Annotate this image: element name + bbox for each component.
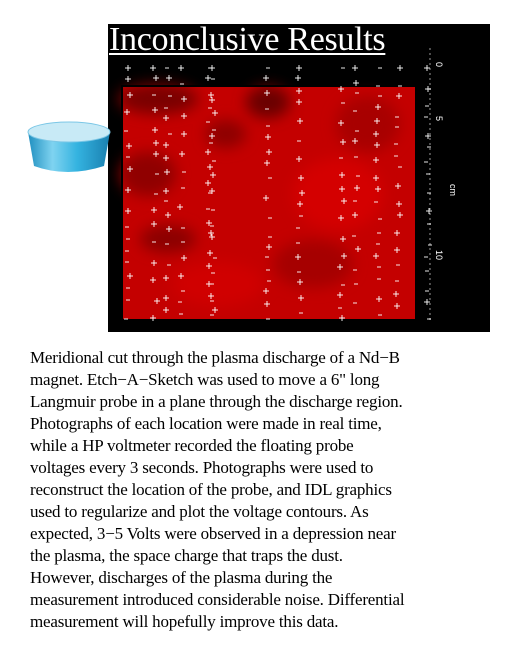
right-tick-label: 0 [434,62,444,68]
plot-title: Inconclusive Results [109,21,386,58]
caption-text: Meridional cut through the plasma discharge of a Nd−B magnet. Etch−A−Sketch was used to move a 6" long Langmuir probe in a plane through the discharge region. Photographs of each location were made in real time, while a HP voltmeter recorded the floating probe voltages every 3 seconds. Photographs were used to reconstruct the location of the probe, and IDL graphics used to regularize and plot the voltage contours. As expected, 3−5 Volts were observed in a depression near the plasma, the space charge that traps the dust. However, discharges of the plasma during the measurement introduced considerable noise. Differential measurement will hopefully improve this data. [30,348,405,631]
3d-cylinder-cup-icon [26,118,112,180]
contour-plot-canvas [108,21,490,332]
voltage-contour-plot [108,21,490,332]
axis-unit-label: cm [448,184,458,196]
cup-top [28,122,110,142]
contour-depression [246,86,290,118]
right-tick-label: 10 [434,250,444,261]
right-axis-ticks [434,62,458,260]
contour-depression [336,96,400,152]
contour-field [118,84,416,320]
contour-depression [273,240,353,288]
contour-high [173,262,263,306]
contour-high [293,158,383,230]
right-tick-label: 5 [434,116,444,122]
